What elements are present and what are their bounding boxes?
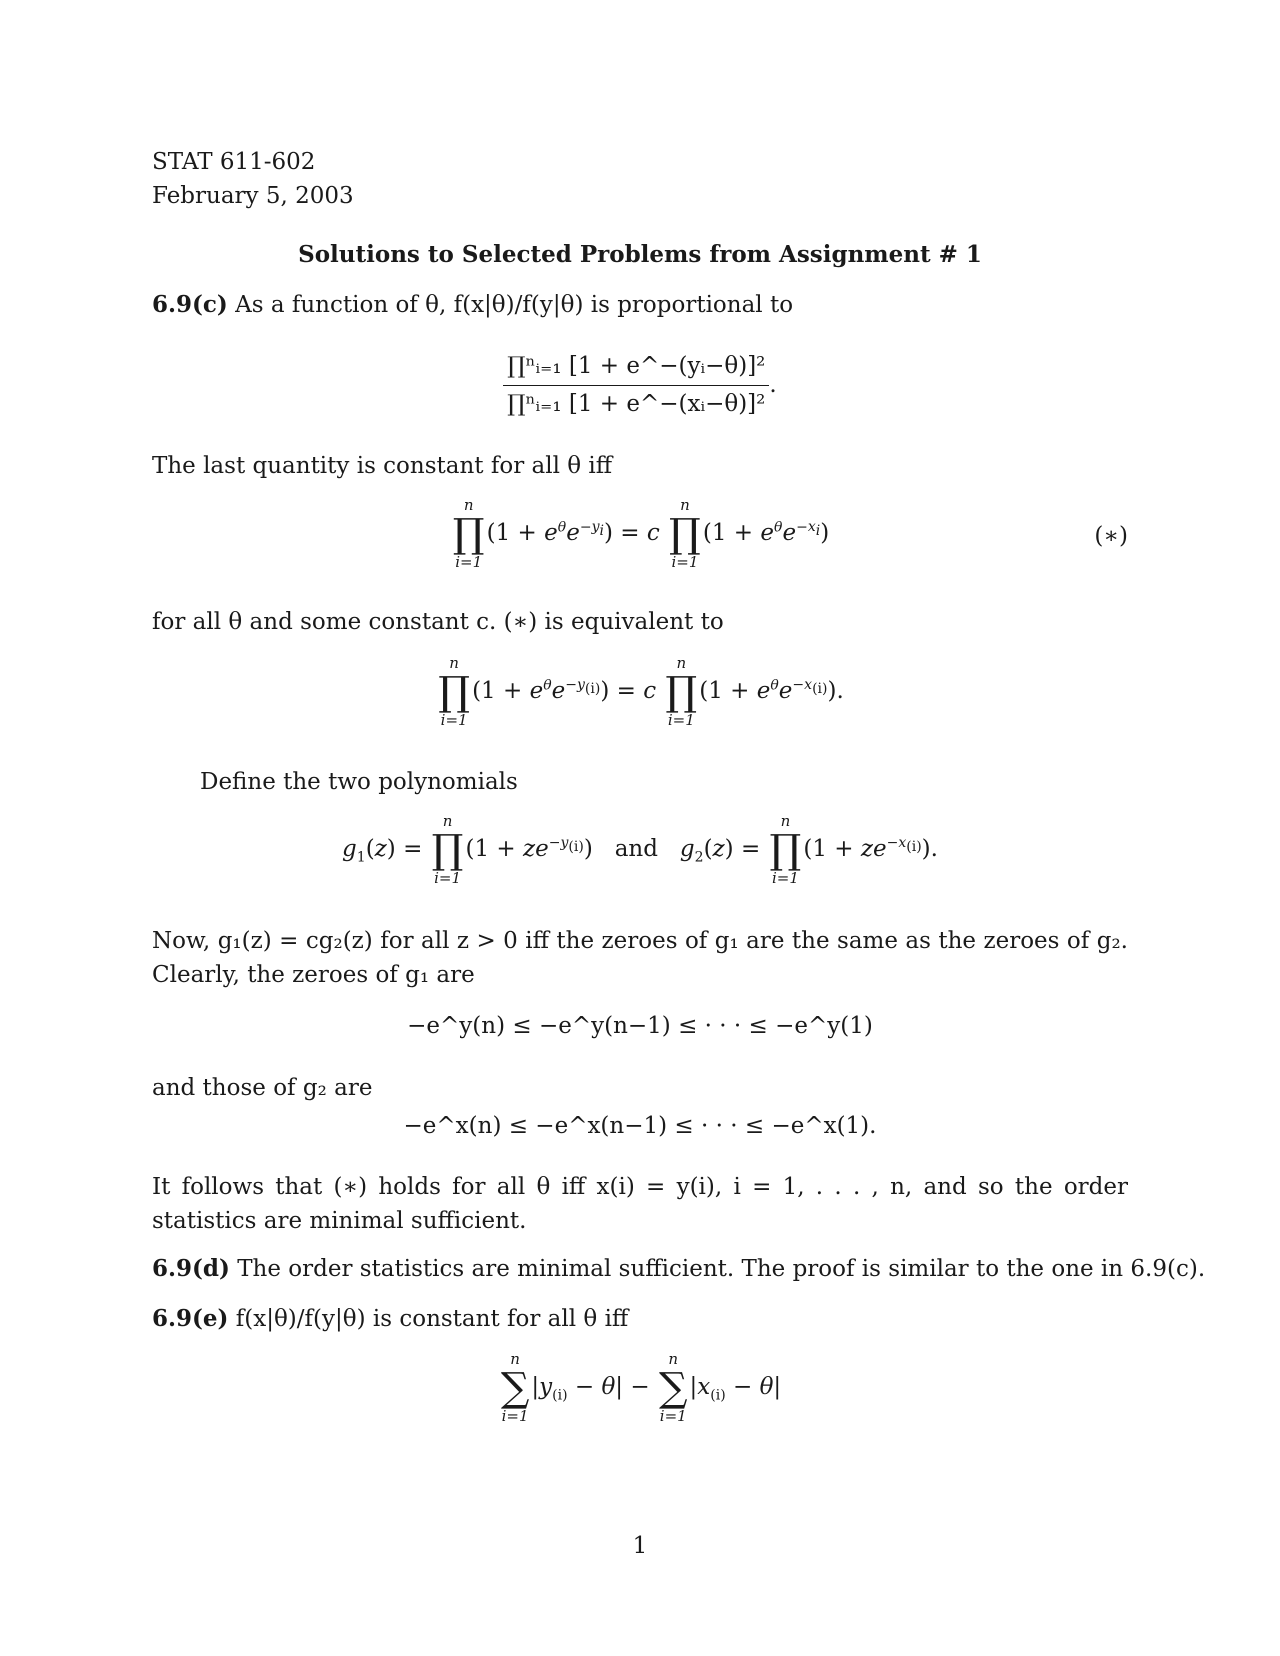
ratio-equation: $\frac{\text{∏ⁿᵢ₌₁ [1 + e\textasciicircum{}−(yᵢ−θ)]²}}{\text{∏ⁿᵢ₌₁ [1 + e\textasciicircum{}−(xᵢ−θ)]²}}$ . xyxy=(0,350,1280,422)
document-date: February 5, 2003 xyxy=(152,183,354,209)
zeroes-g2-equation: −e^x(n) ≤ −e^x(n−1) ≤ · · · ≤ −e^x(1). xyxy=(403,1113,877,1139)
product-operator: n ∏ i=1 xyxy=(431,812,464,887)
page-title: Solutions to Selected Problems from Assignment # 1 xyxy=(298,241,982,268)
product-operator: n ∏ i=1 xyxy=(665,654,698,729)
problem-6-9c-intro-text: As a function of θ, f(x|θ)/f(y|θ) is proportional to xyxy=(235,292,794,318)
define-polynomials-text: Define the two polynomials xyxy=(200,769,518,795)
problem-6-9e xyxy=(152,1302,628,1336)
problem-label-6-9e: 6.9(e) xyxy=(152,1305,229,1332)
zeroes-g1-equation: −e^y(n) ≤ −e^y(n−1) ≤ · · · ≤ −e^y(1) xyxy=(407,1013,873,1039)
and-word: and xyxy=(614,836,658,862)
fraction-denominator: ∏ⁿᵢ₌₁ [1 + e^−(xᵢ−θ)]² xyxy=(507,391,766,418)
sum-operator: n ∑ i=1 xyxy=(658,1350,688,1425)
zeroes-paragraph: Now, g₁(z) = cg₂(z) for all z > 0 iff the zeroes of g₁ are the same as the zeroes of g₂. Clearly, the zeroes of g₁ are xyxy=(152,928,1128,988)
zeroes-g2-text: and those of g₂ are xyxy=(152,1075,373,1101)
problem-6-9d xyxy=(152,1252,1205,1286)
problem-label-6-9c: 6.9(c) xyxy=(152,291,228,318)
product-operator: n ∏ i=1 xyxy=(438,654,471,729)
equivalence-text: for all θ and some constant c. (∗) is equivalent to xyxy=(152,609,724,635)
problem-6-9c-intro xyxy=(152,288,793,322)
product-equation-order: n ∏ i=1 $(1 + e^\theta e^{-y_{(i)}}) = c$ n ∏ i=1 $(1 + e^\theta e^{-x_{(i)}})$. xyxy=(438,654,844,729)
sum-operator: n ∑ i=1 xyxy=(500,1350,530,1425)
problem-6-9d-text: The order statistics are minimal sufficient. The proof is similar to the one in 6.9(c). xyxy=(237,1256,1206,1282)
course-code: STAT 611-602 xyxy=(152,149,316,175)
conclusion-paragraph: It follows that (∗) holds for all θ iff x(i) = y(i), i = 1, . . . , n, and so the order statistics are minimal sufficient. xyxy=(152,1174,1128,1234)
fraction-numerator: ∏ⁿᵢ₌₁ [1 + e^−(yᵢ−θ)]² xyxy=(503,350,769,386)
constant-condition-text: The last quantity is constant for all θ iff xyxy=(152,453,613,479)
product-operator: n ∏ i=1 xyxy=(769,812,802,887)
polynomials-equation: $g_1(z)$ = n ∏ i=1 $(1 + ze^{-y_{(i)}})$ and $g_2(z)$ = n ∏ i=1 $(1 + ze^{-x_{(i)}})$. xyxy=(342,812,938,887)
ratio-fraction xyxy=(503,350,769,422)
sum-equation: n ∑ i=1 $|y_{(i)} - \theta|$ − n ∑ i=1 $|x_{(i)} - \theta|$ xyxy=(500,1350,782,1425)
product-equation-star: n ∏ i=1 $(1 + e^\theta e^{-y_i}) = c$ n ∏ i=1 $(1 + e^\theta e^{-x_i})$ (∗) xyxy=(452,496,1128,571)
equation-tag-star: (∗) xyxy=(1094,523,1128,549)
problem-6-9e-text: f(x|θ)/f(y|θ) is constant for all θ iff xyxy=(235,1306,629,1332)
problem-label-6-9d: 6.9(d) xyxy=(152,1255,230,1282)
page-number: 1 xyxy=(632,1533,648,1559)
product-operator: n ∏ i=1 xyxy=(669,496,701,571)
product-operator: n ∏ i=1 xyxy=(452,496,485,571)
